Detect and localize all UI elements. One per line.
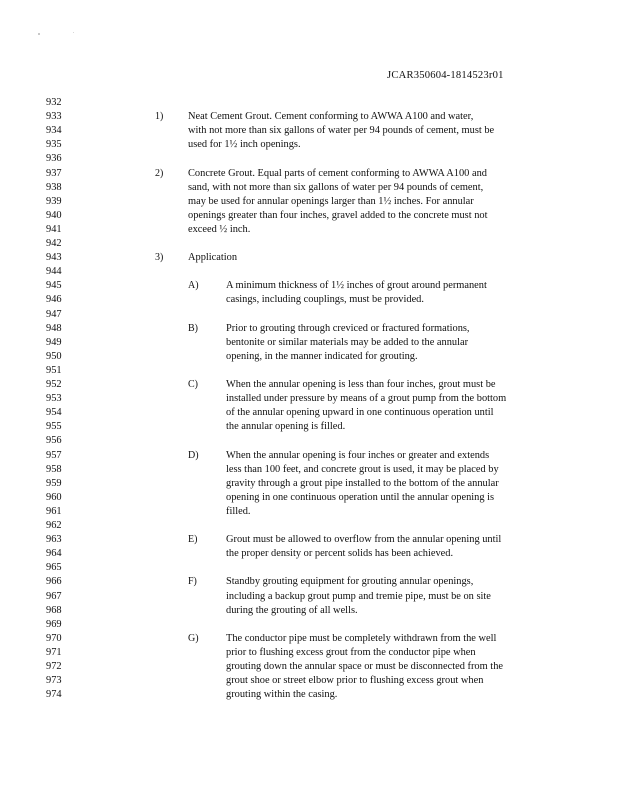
subitem-text-line: When the annular opening is less than four inches, grout must be bbox=[226, 379, 496, 390]
subitem-text-line: Grout must be allowed to overflow from the annular opening until bbox=[226, 534, 502, 546]
document-id: JCAR350604-1814523r01 bbox=[387, 70, 504, 81]
subitem-marker: G) bbox=[188, 632, 199, 644]
subitem-text-line: less than 100 feet, and concrete grout is used, it may be placed by bbox=[226, 463, 499, 475]
line-number: 961 bbox=[46, 505, 62, 517]
subitem-text-line: prior to flushing excess grout from the conductor pipe when bbox=[226, 646, 476, 658]
item-marker: 1) bbox=[155, 111, 164, 123]
line-number: 940 bbox=[46, 209, 62, 221]
scan-speck bbox=[38, 33, 40, 35]
item-marker: 3) bbox=[155, 252, 164, 264]
item-text-line: Application bbox=[188, 252, 238, 264]
line-number: 959 bbox=[46, 477, 62, 489]
subitem-text-line: installed under pressure by means of a grout pump from the bottom bbox=[226, 393, 507, 405]
line-number: 946 bbox=[46, 294, 62, 306]
line-number: 964 bbox=[46, 548, 62, 560]
line-number: 942 bbox=[46, 238, 62, 249]
subitem-text-line: opening in one continuous operation until the annular opening is bbox=[226, 491, 495, 503]
line-number: 936 bbox=[46, 153, 62, 165]
line-number: 962 bbox=[46, 520, 62, 531]
subitem-text-line: grouting within the casing. bbox=[226, 689, 338, 701]
line-number: 941 bbox=[46, 223, 62, 235]
line-number: 934 bbox=[46, 125, 62, 137]
line-number: 935 bbox=[46, 139, 62, 151]
subitem-marker: D) bbox=[188, 449, 199, 461]
line-number: 939 bbox=[46, 195, 62, 207]
subitem-text-line: casings, including couplings, must be provided. bbox=[226, 294, 424, 306]
line-number: 966 bbox=[46, 576, 62, 588]
subitem-text-line: of the annular opening upward in one continuous operation until bbox=[226, 407, 494, 419]
line-number: 957 bbox=[46, 449, 62, 461]
line-number: 955 bbox=[46, 421, 62, 433]
line-number: 960 bbox=[46, 491, 62, 503]
line-number: 954 bbox=[46, 407, 62, 419]
subitem-marker: A) bbox=[188, 280, 199, 292]
line-number: 944 bbox=[46, 266, 62, 278]
line-number: 958 bbox=[46, 463, 62, 475]
line-number: 933 bbox=[46, 111, 62, 123]
subitem-text-line: grouting down the annular space or must be disconnected from the bbox=[226, 661, 504, 672]
subitem-text-line: A minimum thickness of 1½ inches of grout around permanent bbox=[226, 280, 487, 292]
item-text-line: with not more than six gallons of water per 94 pounds of cement, must be bbox=[188, 125, 495, 137]
line-number: 952 bbox=[46, 379, 62, 390]
line-number: 948 bbox=[46, 322, 62, 334]
subitem-text-line: opening, in the manner indicated for grouting. bbox=[226, 350, 418, 362]
subitem-text-line: filled. bbox=[226, 505, 251, 517]
subitem-marker: E) bbox=[188, 534, 198, 546]
item-text-line: may be used for annular openings larger than 1½ inches. For annular bbox=[188, 195, 474, 207]
line-number: 965 bbox=[46, 562, 62, 574]
subitem-text-line: bentonite or similar materials may be added to the annular bbox=[226, 336, 469, 348]
line-number: 972 bbox=[46, 661, 62, 672]
line-number: 945 bbox=[46, 280, 62, 292]
line-number: 974 bbox=[46, 689, 62, 701]
line-number: 967 bbox=[46, 590, 62, 602]
subitem-marker: F) bbox=[188, 576, 197, 588]
item-text-line: sand, with not more than six gallons of water per 94 pounds of cement, bbox=[188, 181, 484, 193]
subitem-text-line: the annular opening is filled. bbox=[226, 421, 346, 433]
line-number: 943 bbox=[46, 252, 62, 264]
subitem-text-line: Standby grouting equipment for grouting annular openings, bbox=[226, 576, 474, 588]
line-number: 963 bbox=[46, 534, 62, 546]
item-text-line: Concrete Grout. Equal parts of cement conforming to AWWA A100 and bbox=[188, 167, 487, 179]
line-number: 968 bbox=[46, 604, 62, 616]
item-text-line: openings greater than four inches, gravel added to the concrete must not bbox=[188, 209, 488, 221]
subitem-text-line: grout shoe or street elbow prior to flushing excess grout when bbox=[226, 675, 484, 687]
subitem-marker: B) bbox=[188, 322, 198, 334]
line-number: 973 bbox=[46, 675, 62, 687]
line-number: 970 bbox=[46, 632, 62, 644]
line-number: 969 bbox=[46, 618, 62, 630]
item-text-line: used for 1½ inch openings. bbox=[188, 139, 301, 151]
subitem-text-line: gravity through a grout pipe installed to the bottom of the annular bbox=[226, 477, 499, 489]
line-number: 950 bbox=[46, 350, 62, 362]
item-text-line: Neat Cement Grout. Cement conforming to AWWA A100 and water, bbox=[188, 111, 474, 123]
line-number: 937 bbox=[46, 167, 62, 179]
subitem-text-line: Prior to grouting through creviced or fractured formations, bbox=[226, 322, 470, 334]
line-number: 953 bbox=[46, 393, 62, 405]
item-text-line: exceed ½ inch. bbox=[188, 223, 251, 235]
subitem-text-line: The conductor pipe must be completely withdrawn from the well bbox=[226, 632, 497, 644]
subitem-marker: C) bbox=[188, 379, 198, 390]
line-number: 956 bbox=[46, 435, 62, 447]
line-number: 932 bbox=[46, 97, 62, 108]
line-number: 949 bbox=[46, 336, 62, 348]
line-number: 951 bbox=[46, 364, 62, 376]
line-number: 971 bbox=[46, 646, 62, 658]
subitem-text-line: When the annular opening is four inches or greater and extends bbox=[226, 449, 490, 461]
line-number: 947 bbox=[46, 308, 62, 320]
subitem-text-line: including a backup grout pump and tremie pipe, must be on site bbox=[226, 590, 491, 602]
subitem-text-line: the proper density or percent solids has been achieved. bbox=[226, 548, 454, 560]
scan-speck bbox=[73, 32, 74, 33]
subitem-text-line: during the grouting of all wells. bbox=[226, 604, 358, 616]
line-number: 938 bbox=[46, 181, 62, 193]
item-marker: 2) bbox=[155, 167, 164, 179]
